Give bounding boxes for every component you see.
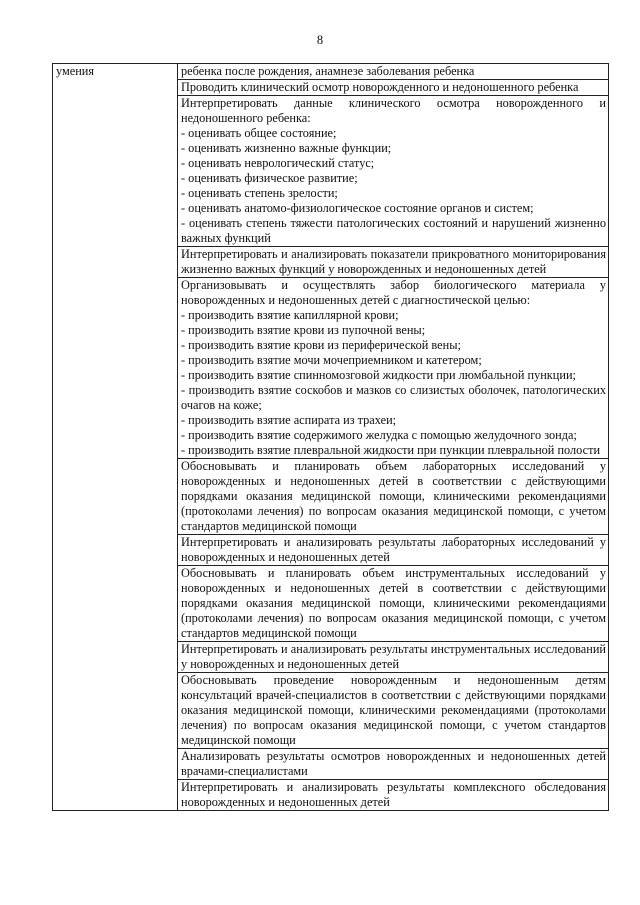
list-item: - производить взятие соскобов и мазков со слизистых оболочек, патологических очагов на коже; xyxy=(181,383,606,412)
cell-text: Интерпретировать и анализировать результаты инструментальных исследований у новорожденных и недоношенных детей xyxy=(181,642,606,671)
skills-table xyxy=(52,63,609,811)
content-cell xyxy=(178,80,609,96)
content-cell xyxy=(178,535,609,566)
cell-text: Проводить клинический осмотр новорожденного и недоношенного ребенка xyxy=(181,80,579,94)
list-item: - производить взятие содержимого желудка с помощью желудочного зонда; xyxy=(181,428,577,442)
cell-text: Обосновывать и планировать объем инструментальных исследований у новорожденных и недоношенных детей в соответствии с действующими порядками оказания медицинской помощи, клиническими рекомендациями (протоколами лечения) по вопросам оказания медицинской помощи, с учетом стандартов медицинской помощи xyxy=(181,566,606,640)
table-body xyxy=(53,64,609,811)
list-item: - производить взятие плевральной жидкости при пункции плевральной полости xyxy=(181,443,601,457)
content-cell xyxy=(178,566,609,642)
list-item: - оценивать общее состояние; xyxy=(181,126,337,140)
page-number: 8 xyxy=(316,33,324,47)
cell-text: Анализировать результаты осмотров новорожденных и недоношенных детей врачами-специалистами xyxy=(181,749,606,778)
content-cell xyxy=(178,673,609,749)
list-item: - производить взятие спинномозговой жидкости при люмбальной пункции; xyxy=(181,368,576,382)
list-item: - оценивать физическое развитие; xyxy=(181,171,358,185)
list-item: - оценивать анатомо-физиологическое состояние органов и систем; xyxy=(181,201,534,215)
content-cell xyxy=(178,459,609,535)
cell-text: ребенка после рождения, анамнезе заболевания ребенка xyxy=(181,64,475,78)
list-item: - производить взятие аспирата из трахеи; xyxy=(181,413,397,427)
row-label: умения xyxy=(56,64,95,78)
list-item: - оценивать степень зрелости; xyxy=(181,186,338,200)
content-cell xyxy=(178,247,609,278)
cell-text: Интерпретировать данные клинического осмотра новорожденного и недоношенного ребенка: xyxy=(181,96,606,125)
row-label-cell xyxy=(53,64,178,811)
cell-text: Обосновывать и планировать объем лабораторных исследований у новорожденных и недоношенных детей в соответствии с действующими порядками оказания медицинской помощи, клиническими рекомендациями (протоколами лечения) по вопросам оказания медицинской помощи, с учетом стандартов медицинской помощи xyxy=(181,459,606,533)
cell-text: Обосновывать проведение новорожденным и недоношенным детям консультаций врачей-специалистов в соответствии с действующими порядками оказания медицинской помощи, клиническими рекомендациями (протоколами лечения) по вопросам оказания медицинской помощи, с учетом стандартов медицинской помощи xyxy=(181,673,606,747)
content-cell xyxy=(178,64,609,80)
list-item: - оценивать степень тяжести патологических состояний и нарушений жизненно важных функций xyxy=(181,216,606,245)
table-row xyxy=(53,64,609,80)
cell-text: Интерпретировать и анализировать результаты лабораторных исследований у новорожденных и недоношенных детей xyxy=(181,535,606,564)
list-item: - оценивать неврологический статус; xyxy=(181,156,375,170)
content-cell xyxy=(178,780,609,811)
cell-text: Интерпретировать и анализировать результаты комплексного обследования новорожденных и недоношенных детей xyxy=(181,780,606,809)
list-item: - производить взятие мочи мочеприемником и катетером; xyxy=(181,353,482,367)
list-item: - производить взятие крови из периферической вены; xyxy=(181,338,461,352)
list-item: - оценивать жизненно важные функции; xyxy=(181,141,392,155)
content-cell xyxy=(178,642,609,673)
cell-text: Интерпретировать и анализировать показатели прикроватного мониторирования жизненно важных функций у новорожденных и недоношенных детей xyxy=(181,247,606,276)
list-item: - производить взятие капиллярной крови; xyxy=(181,308,399,322)
list-item: - производить взятие крови из пупочной вены; xyxy=(181,323,426,337)
content-cell xyxy=(178,96,609,247)
content-cell xyxy=(178,278,609,459)
cell-text: Организовывать и осуществлять забор биологического материала у новорожденных и недоношенных детей с диагностической целью: xyxy=(181,278,606,307)
content-cell xyxy=(178,749,609,780)
